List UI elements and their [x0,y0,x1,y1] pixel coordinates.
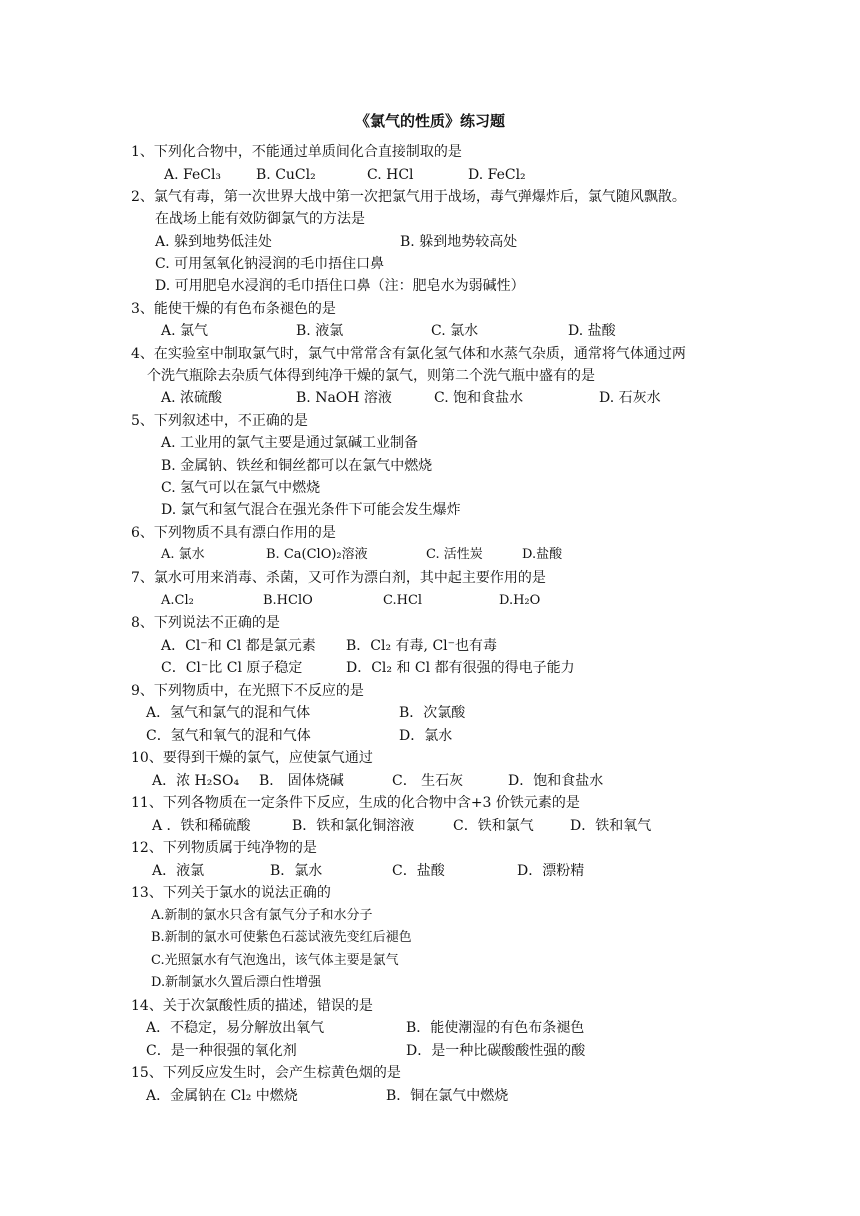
page-title: 《氯气的性质》练习题 [354,112,505,130]
option-b: B. 躲到地势较高处 [400,234,518,250]
option-a: A. 氯气 [161,323,209,339]
option-a: A．液氯 [152,863,205,879]
option-d: D.H₂O [499,593,541,608]
option-c: C. 饱和食盐水 [434,390,524,406]
option-b: B. NaOH 溶液 [296,390,392,406]
option-a: A. 氯水 [161,547,205,562]
option-b: B. 液氯 [296,323,344,339]
option-d: D. 氯气和氢气混合在强光条件下可能会发生爆炸 [161,502,461,518]
question-10: 10、要得到干燥的氯气，应使氯气通过 [131,750,373,766]
question-9: 9、下列物质中，在光照下不反应的是 [131,683,364,699]
option-b: B．氯水 [270,863,323,879]
question-12: 12、下列物质属于纯净物的是 [131,840,317,856]
option-c: C. 氢气可以在氯气中燃烧 [161,480,321,496]
option-a: A．浓 H₂SO₄ [152,773,240,789]
option-a: A ．铁和稀硫酸 [152,818,251,834]
option-b: B．能使潮湿的有色布条褪色 [406,1020,585,1036]
question-6: 6、下列物质不具有漂白作用的是 [131,525,336,541]
option-d: D. 盐酸 [568,323,616,339]
question-13: 13、下列关于氯水的说法正确的 [131,885,331,901]
question-14: 14、关于次氯酸性质的描述，错误的是 [131,998,373,1014]
option-d: D．Cl₂ 和 Cl 都有很强的得电子能力 [346,660,575,676]
option-a: A．金属钠在 Cl₂ 中燃烧 [146,1088,298,1104]
option-c: C． 生石灰 [392,773,464,789]
option-d: D.盐酸 [522,547,563,562]
option-d: D．饱和食盐水 [508,773,604,789]
option-c: C．铁和氯气 [453,818,534,834]
option-b: B. CuCl₂ [256,167,316,183]
option-c: C. 活性炭 [426,547,483,562]
option-a: A.新制的氯水只含有氯气分子和水分子 [151,908,373,923]
question-4: 4、在实验室中制取氯气时，氯气中常常含有氯化氢气体和水蒸气杂质，通常将气体通过两 [131,346,686,362]
option-c: C．是一种很强的氧化剂 [146,1043,297,1059]
option-c: C. 氯水 [431,323,479,339]
option-d: D．是一种比碳酸酸性强的酸 [406,1043,586,1059]
question-8: 8、下列说法不正确的是 [131,615,280,631]
option-b: B.HClO [263,593,313,608]
option-a: A．不稳定，易分解放出氧气 [146,1020,325,1036]
option-b: B．铁和氯化铜溶液 [292,818,415,834]
option-d: D．氯水 [399,728,453,744]
option-c: C．盐酸 [392,863,445,879]
option-c: C. HCl [367,167,414,183]
option-a: A. 浓硫酸 [161,390,223,406]
option-a: A. 躲到地势低洼处 [155,234,273,250]
option-b: B.新制的氯水可使紫色石蕊试液先变红后褪色 [151,930,412,945]
question-7: 7、氯水可用来消毒、杀菌，又可作为漂白剂，其中起主要作用的是 [131,570,546,586]
option-d: D．铁和氧气 [570,818,652,834]
question-3: 3、能使干燥的有色布条褪色的是 [131,301,336,317]
option-d: D.新制氯水久置后漂白性增强 [151,975,322,990]
option-b: B．铜在氯气中燃烧 [386,1088,509,1104]
option-c: C.光照氯水有气泡逸出，该气体主要是氯气 [151,953,399,968]
question-5: 5、下列叙述中，不正确的是 [131,413,308,429]
option-c: C. 可用氢氧化钠浸润的毛巾捂住口鼻 [155,256,385,272]
option-b: B． 固体烧碱 [259,773,344,789]
option-d: D. 可用肥皂水浸润的毛巾捂住口鼻（注：肥皂水为弱碱性） [155,278,525,294]
option-b: B. Ca(ClO)₂溶液 [266,547,368,562]
option-d: D. 石灰水 [599,390,661,406]
option-a: A．Cl⁻和 Cl 都是氯元素 [161,638,316,654]
option-c: C．氢气和氧气的混和气体 [146,728,311,744]
option-d: D. FeCl₂ [468,167,526,183]
option-a: A. 工业用的氯气主要是通过氯碱工业制备 [161,435,419,451]
option-d: D．漂粉精 [517,863,585,879]
option-c: C.HCl [383,593,423,608]
option-c: C．Cl⁻比 Cl 原子稳定 [161,660,303,676]
question-2: 2、氯气有毒，第一次世界大战中第一次把氯气用于战场，毒气弹爆炸后，氯气随风飘散。 [131,189,686,205]
option-a: A.Cl₂ [161,593,194,608]
option-a: A. FeCl₃ [164,167,222,183]
option-b: B．Cl₂ 有毒, Cl⁻也有毒 [346,638,498,654]
question-1: 1、下列化合物中，不能通过单质间化合直接制取的是 [131,144,462,160]
question-2-stem-cont: 在战场上能有效防御氯气的方法是 [155,211,365,227]
question-11: 11、下列各物质在一定条件下反应，生成的化合物中含+3 价铁元素的是 [131,795,580,811]
option-b: B．次氯酸 [399,705,466,721]
option-a: A．氢气和氯气的混和气体 [146,705,311,721]
question-15: 15、下列反应发生时，会产生棕黄色烟的是 [131,1065,401,1081]
option-b: B. 金属钠、铁丝和铜丝都可以在氯气中燃烧 [161,458,433,474]
question-4-stem-cont: 个洗气瓶除去杂质气体得到纯净干燥的氯气，则第二个洗气瓶中盛有的是 [147,368,595,384]
